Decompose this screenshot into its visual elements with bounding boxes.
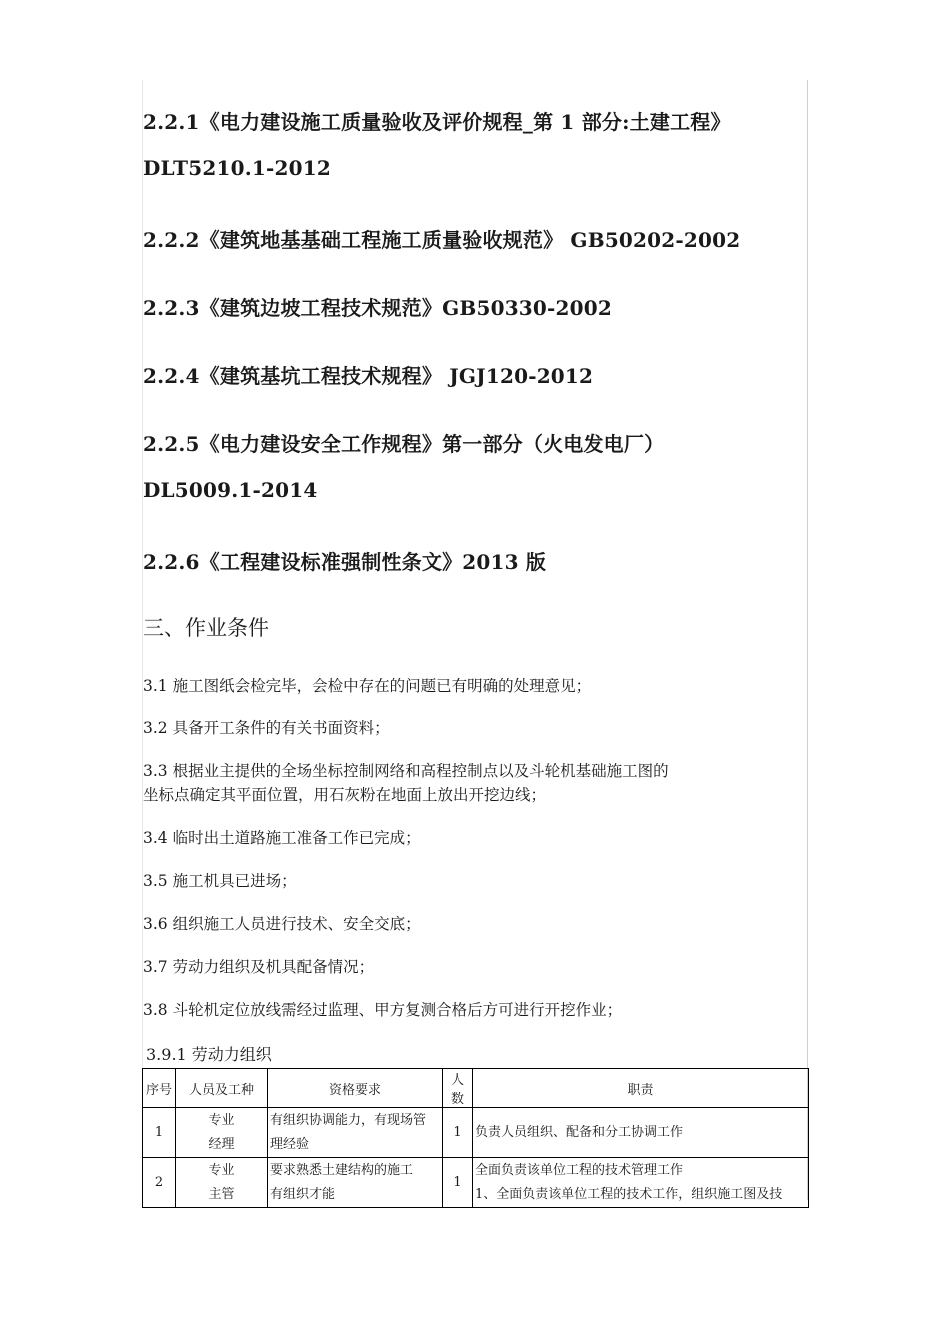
condition-3-2: 3.2 具备开工条件的有关书面资料；: [143, 719, 390, 737]
condition-3-3-cont: 坐标点确定其平面位置，用石灰粉在地面上放出开挖边线；: [143, 786, 547, 804]
condition-3-5: 3.5 施工机具已进场；: [143, 872, 297, 890]
standard-2-2-1-code: DLT5210.1-2012: [143, 156, 331, 180]
standard-2-2-1: 2.2.1《电力建设施工质量验收及评价规程_第 1 部分:土建工程》: [143, 110, 731, 134]
row-no: 1: [143, 1108, 176, 1158]
section-heading-work-conditions: 三、作业条件: [143, 616, 269, 640]
standard-2-2-5: 2.2.5《电力建设安全工作规程》第一部分（火电发电厂）: [143, 432, 665, 456]
row-count: 1: [443, 1108, 473, 1158]
header-duty: 职责: [473, 1069, 809, 1108]
header-no: 序号: [143, 1069, 176, 1108]
condition-3-8: 3.8 斗轮机定位放线需经过监理、甲方复测合格后方可进行开挖作业；: [143, 1001, 623, 1019]
table-header-row: [143, 1069, 809, 1108]
row-role: 专业 经理: [176, 1108, 268, 1158]
standard-2-2-3: 2.2.3《建筑边坡工程技术规范》GB50330-2002: [143, 296, 613, 320]
condition-3-3: 3.3 根据业主提供的全场坐标控制网络和高程控制点以及斗轮机基础施工图的: [143, 762, 669, 780]
standard-2-2-5-code: DL5009.1-2014: [143, 478, 318, 502]
condition-3-6: 3.6 组织施工人员进行技术、安全交底；: [143, 915, 421, 933]
standard-2-2-4: 2.2.4《建筑基坑工程技术规程》 JGJ120-2012: [143, 364, 594, 388]
page-right-border: [807, 80, 808, 1200]
standard-2-2-2: 2.2.2《建筑地基基础工程施工质量验收规范》 GB50202-2002: [143, 228, 741, 252]
row-no: 2: [143, 1158, 176, 1208]
row-duty: 全面负责该单位工程的技术管理工作 1、全面负责该单位工程的技术工作，组织施工图及技: [473, 1158, 809, 1208]
condition-3-7: 3.7 劳动力组织及机具配备情况；: [143, 958, 375, 976]
condition-3-1: 3.1 施工图纸会检完毕，会检中存在的问题已有明确的处理意见；: [143, 677, 592, 695]
labor-organization-table: [142, 1068, 809, 1208]
condition-3-4: 3.4 临时出土道路施工准备工作已完成；: [143, 829, 421, 847]
row-count: 1: [443, 1158, 473, 1208]
standard-2-2-6: 2.2.6《工程建设标准强制性条文》2013 版: [143, 550, 547, 574]
table-caption: 3.9.1 劳动力组织: [146, 1045, 272, 1064]
table-row: [143, 1158, 809, 1208]
header-count: 人数: [443, 1069, 473, 1108]
header-qualification: 资格要求: [268, 1069, 443, 1108]
header-role: 人员及工种: [176, 1069, 268, 1108]
row-qualification: 要求熟悉土建结构的施工 有组织才能: [268, 1158, 443, 1208]
table-row: [143, 1108, 809, 1158]
row-duty: 负责人员组织、配备和分工协调工作: [473, 1108, 809, 1158]
row-qualification: 有组织协调能力，有现场管 理经验: [268, 1108, 443, 1158]
row-role: 专业 主管: [176, 1158, 268, 1208]
